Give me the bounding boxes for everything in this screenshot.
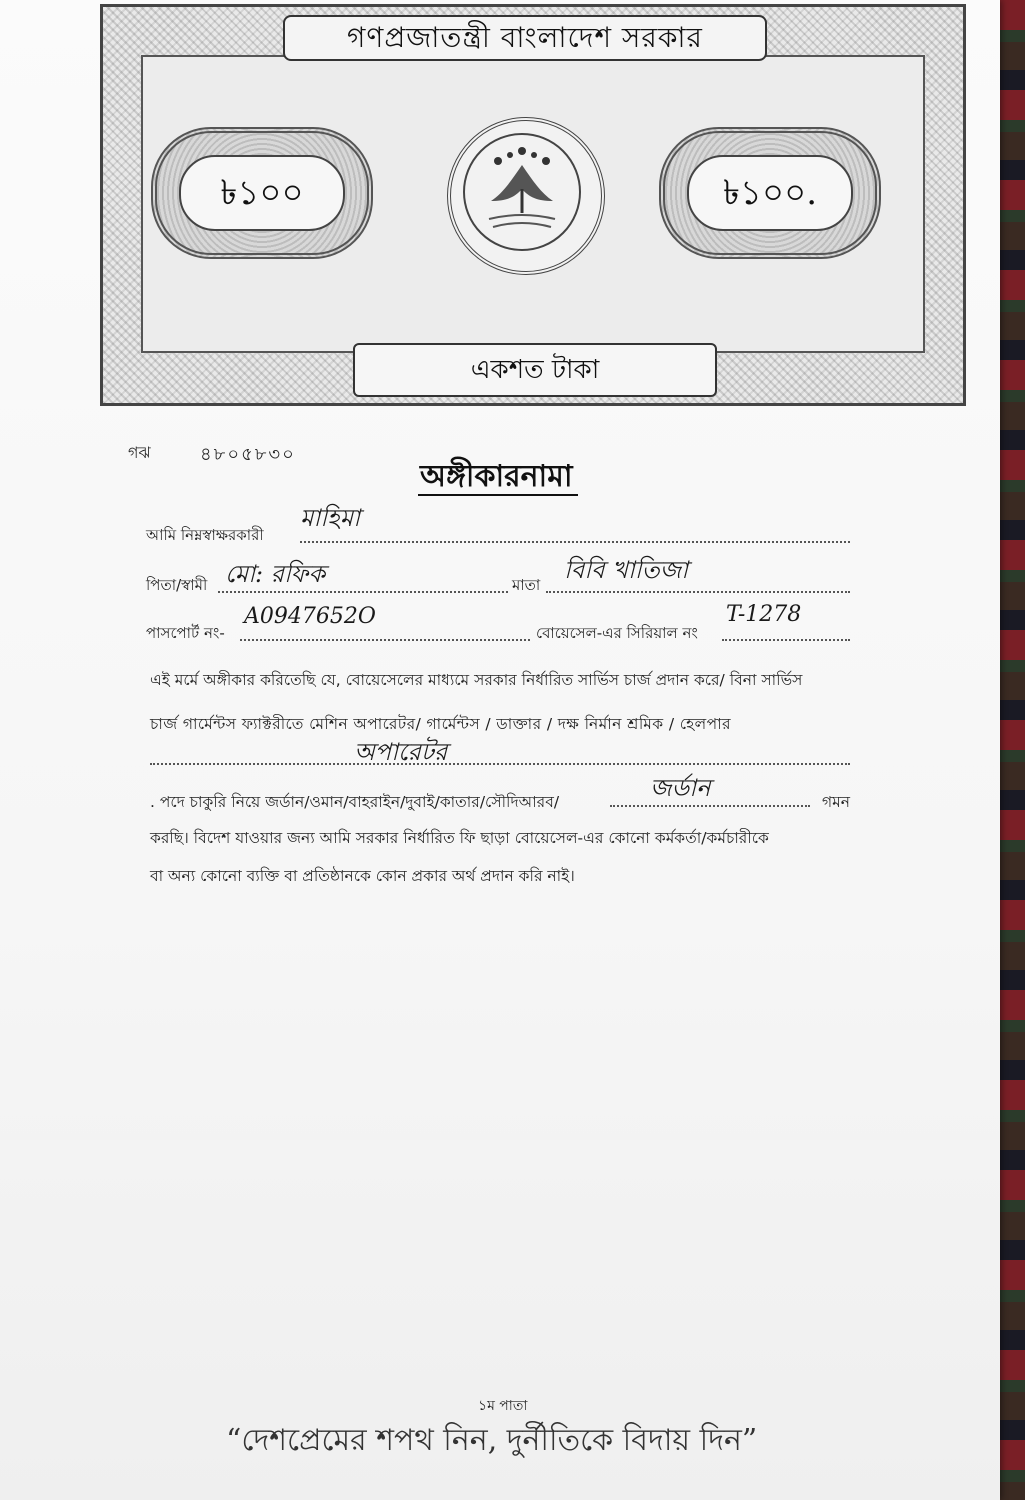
passport-label: পাসপোর্ট নং- bbox=[146, 624, 225, 642]
paragraph-line-4b: গমন bbox=[822, 793, 851, 811]
government-title: গণপ্রজাতন্ত্রী বাংলাদেশ সরকার bbox=[283, 15, 767, 61]
boesl-serial-dotted-line bbox=[722, 639, 850, 641]
paragraph-line-5: করছি। বিদেশ যাওয়ার জন্য আমি সরকার নির্ধারিত ফি ছাড়া বোয়েসেল-এর কোনো কর্মকর্তা/কর্মচারীকে bbox=[150, 829, 769, 847]
paragraph-line-2: চার্জ গার্মেন্টস ফ্যাক্টরীতে মেশিন অপারেটর/ গার্মেন্টস / ডাক্তার / দক্ষ নির্মান শ্রমিক / হেলপার bbox=[150, 715, 731, 733]
value-in-words: একশত টাকা bbox=[353, 343, 717, 397]
passport-dotted-line bbox=[240, 639, 530, 641]
name-label: আমি নিম্নস্বাক্ষরকারী bbox=[146, 526, 264, 544]
paragraph-line-6: বা অন্য কোনো ব্যক্তি বা প্রতিষ্ঠানকে কোন প্রকার অর্থ প্রদান করি নাই। bbox=[150, 867, 575, 885]
footer-slogan: “দেশপ্রেমের শপথ নিন, দুর্নীতিকে বিদায় দিন” bbox=[226, 1423, 758, 1458]
father-handwritten: মো: রফিক bbox=[225, 560, 326, 588]
paragraph-line-4a: . পদে চাকুরি নিয়ে জর্ডান/ওমান/বাহরাইন/দুবাই/কাতার/সৌদিআরব/ bbox=[150, 793, 560, 811]
serial-prefix: গঝ bbox=[128, 443, 151, 462]
passport-handwritten: A0947652O bbox=[244, 604, 376, 629]
mother-handwritten: বিবি খাতিজা bbox=[564, 556, 689, 584]
boesl-serial-handwritten: T-1278 bbox=[726, 602, 802, 627]
denomination-left-value: ৳১০০ bbox=[179, 155, 345, 231]
name-handwritten: মাহিমা bbox=[300, 504, 361, 532]
page-number: ১ম পাতা bbox=[478, 1398, 528, 1414]
position-dotted-line bbox=[150, 763, 850, 765]
title-underline bbox=[418, 494, 578, 496]
position-handwritten: অপারেটর bbox=[354, 738, 448, 766]
country-handwritten: জর্ডান bbox=[650, 774, 711, 802]
mother-label: মাতা bbox=[512, 576, 541, 594]
document-title: অঙ্গীকারনামা bbox=[420, 459, 573, 494]
boesl-serial-label: বোয়েসেল-এর সিরিয়াল নং bbox=[536, 624, 698, 642]
father-label: পিতা/স্বামী bbox=[146, 576, 208, 594]
denomination-right bbox=[659, 127, 881, 259]
denomination-left bbox=[151, 127, 373, 259]
name-dotted-line bbox=[300, 541, 850, 543]
denomination-right-value: ৳১০০. bbox=[687, 155, 853, 231]
non-judicial-stamp-header bbox=[100, 4, 966, 406]
paragraph-line-1: এই মর্মে অঙ্গীকার করিতেছি যে, বোয়েসেলের মাধ্যমে সরকার নির্ধারিত সার্ভিস চার্জ প্রদান করে/ বিনা সার্ভিস bbox=[150, 671, 803, 689]
serial-number: ৪৮০৫৮৩০ bbox=[200, 444, 296, 465]
government-seal-icon bbox=[447, 117, 605, 275]
